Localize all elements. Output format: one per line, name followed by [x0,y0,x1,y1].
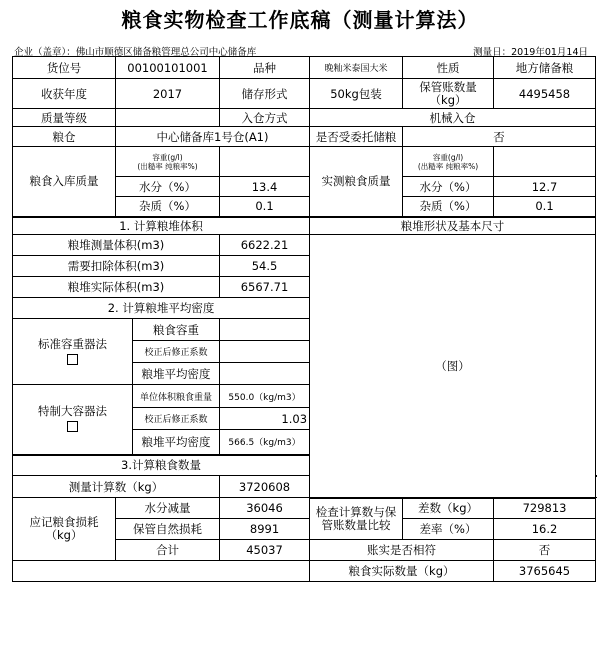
moisture-measured-value: 12.7 [494,177,596,197]
density-label-line2: (出糙率 纯粮率%) [417,161,479,171]
label-moisture-in: 水分（%） [116,177,220,197]
diff-value: 729813 [494,498,596,519]
density-label-line2: (出糙率 纯粮率%) [137,161,198,171]
label-impurity-measured: 杂质（%） [403,197,494,217]
label-natural-loss: 保管自然损耗 [116,519,220,540]
label-variety: 品种 [220,57,310,79]
section2-title: 2. 计算粮堆平均密度 [13,298,310,319]
date-label: 测量日： [473,47,512,58]
label-sp-avg-density: 粮堆平均密度 [133,430,220,455]
harvest-year-value: 2017 [116,79,220,109]
label-quality-in: 粮食入库质量 [13,147,116,217]
shape-title: 粮堆形状及基本尺寸 [310,217,596,235]
label-sp-coef: 校正后修正系数 [133,408,220,430]
label-rate: 差率（%） [403,519,494,540]
label-storage-form: 储存形式 [220,79,310,109]
label-loss: 应记粮食损耗（kg） [13,498,116,561]
section3-title: 3.计算粮食数量 [13,455,310,476]
label-deduct-volume: 需要扣除体积(m3) [13,256,220,277]
impurity-measured-value: 0.1 [494,197,596,217]
std-method-cell [13,319,133,385]
spacer-cell [13,561,310,582]
water-loss-value: 36046 [220,498,310,519]
special-method-cell [13,385,133,455]
label-std-avg-density: 粮堆平均密度 [133,363,220,385]
sp-coef-value: 1.03 [220,408,310,430]
label-book-quantity: 保管账数量（kg） [403,79,494,109]
label-quality-measured: 实测粮食质量 [310,147,403,217]
label-compare: 检查计算数与保管账数量比较 [310,498,403,540]
std-avg-density-value [220,363,310,385]
inspection-sheet [12,56,596,582]
sp-avg-density-value: 566.5（kg/m3） [220,430,310,455]
calc-quantity-value: 3720608 [220,476,310,498]
actual-quantity-value: 3765645 [494,561,596,582]
label-actual-quantity: 粮食实际数量（kg） [310,561,494,582]
label-granary: 粮仓 [13,127,116,147]
entry-method-value: 机械入仓 [310,109,596,127]
label-std-coef: 校正后修正系数 [133,341,220,363]
std-density-value [220,319,310,341]
label-match: 账实是否相符 [310,540,494,561]
granary-value: 中心储备库1号仓(A1) [116,127,310,147]
label-actual-volume: 粮堆实际体积(m3) [13,277,220,298]
unit-weight-value: 550.0（kg/m3） [220,385,310,408]
section1-title: 1. 计算粮堆体积 [13,217,310,235]
date-value: 2019年01月14日 [511,47,588,58]
moisture-in-value: 13.4 [220,177,310,197]
density-label-measured [403,147,494,177]
label-unit-weight: 单位体积粮食重量 [133,385,220,408]
actual-volume-value: 6567.71 [220,277,310,298]
quality-grade-value [116,109,220,127]
label-entrusted: 是否受委托储粮 [310,127,403,147]
std-method-checkbox[interactable] [67,354,78,365]
density-value-measured [494,147,596,177]
label-measured-volume: 粮堆测量体积(m3) [13,235,220,256]
density-value-in [220,147,310,177]
label-total-loss: 合计 [116,540,220,561]
natural-loss-value: 8991 [220,519,310,540]
label-slot: 货位号 [13,57,116,79]
company-name: 佛山市顺德区储备粮管理总公司中心储备库 [75,47,257,58]
label-entry-method: 入仓方式 [220,109,310,127]
impurity-in-value: 0.1 [220,197,310,217]
entrusted-value: 否 [403,127,596,147]
label-moisture-measured: 水分（%） [403,177,494,197]
pile-diagram-area: （图） [310,235,596,498]
slot-value: 00100101001 [116,57,220,79]
book-quantity-value: 4495458 [494,79,596,109]
density-label-line1: 容重(g/l) [432,152,464,162]
label-water-loss: 水分减量 [116,498,220,519]
measured-volume-value: 6622.21 [220,235,310,256]
density-label-in [116,147,220,177]
label-std-density: 粮食容重 [133,319,220,341]
label-harvest-year: 收获年度 [13,79,116,109]
density-label-line1: 容重(g/l) [152,152,183,162]
label-quality-grade: 质量等级 [13,109,116,127]
label-nature: 性质 [403,57,494,79]
page-title: 粮食实物检查工作底稿（测量计算法） [121,8,479,32]
nature-value: 地方储备粮 [494,57,596,79]
std-method-label: 标准容重器法 [38,336,107,351]
label-diff: 差数（kg） [403,498,494,519]
company-label: 企业（盖章）： [14,47,76,58]
match-value: 否 [494,540,596,561]
rate-value: 16.2 [494,519,596,540]
deduct-volume-value: 54.5 [220,256,310,277]
special-method-checkbox[interactable] [67,421,78,432]
storage-form-value: 50kg包装 [310,79,403,109]
total-loss-value: 45037 [220,540,310,561]
label-impurity-in: 杂质（%） [116,197,220,217]
variety-value: 晚籼米泰国大米 [310,57,403,79]
std-coef-value [220,341,310,363]
label-calc-quantity: 测量计算数（kg） [13,476,220,498]
special-method-label: 特制大容器法 [38,404,107,419]
